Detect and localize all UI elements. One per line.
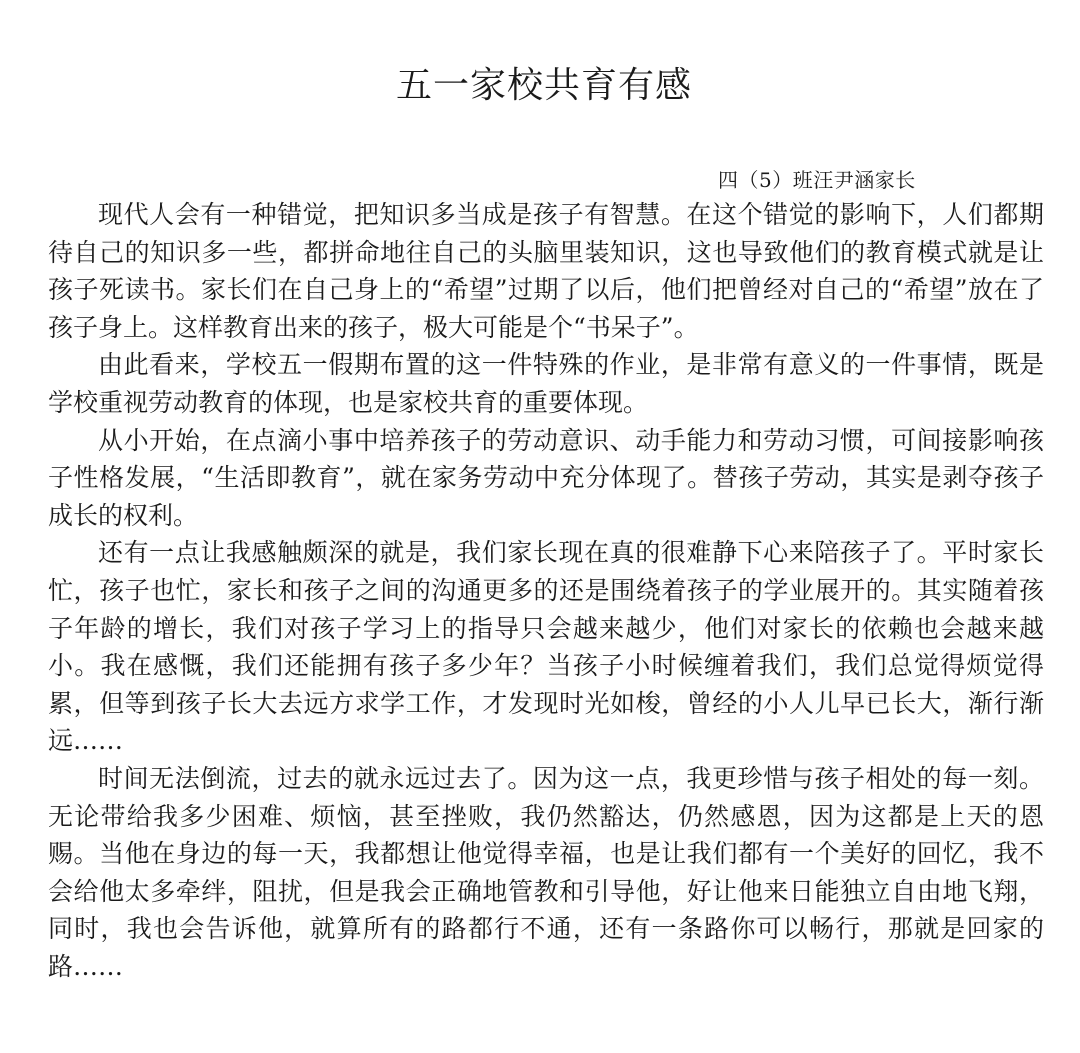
paragraph-2: 由此看来，学校五一假期布置的这一件特殊的作业，是非常有意义的一件事情，既是学校重视劳动教育的体现，也是家校共育的重要体现。 <box>48 350 1044 417</box>
paragraph-1: 现代人会有一种错觉，把知识多当成是孩子有智慧。在这个错觉的影响下，人们都期待自己的知识多一些，都拼命地往自己的头脑里装知识，这也导致他们的教育模式就是让孩子死读书。家长们在自己身上的“希望”过期了以后，他们把曾经对自己的“希望”放在了孩子身上。这样教育出来的孩子，极大可能是个“书呆子”。 <box>48 200 1044 342</box>
paragraph-3: 从小开始，在点滴小事中培养孩子的劳动意识、动手能力和劳动习惯，可间接影响孩子性格发展，“生活即教育”，就在家务劳动中充分体现了。替孩子劳动，其实是剥夺孩子成长的权利。 <box>48 425 1044 530</box>
document-title: 五一家校共育有感 <box>395 65 692 106</box>
document-body <box>48 196 1044 985</box>
paragraph-5: 时间无法倒流，过去的就永远过去了。因为这一点，我更珍惜与孩子相处的每一刻。无论带给我多少困难、烦恼，甚至挫败，我仍然豁达，仍然感恩，因为这都是上天的恩赐。当他在身边的每一天，我都想让他觉得幸福，也是让我们都有一个美好的回忆，我不会给他太多牵绊，阻扰，但是我会正确地管教和引导他，好让他来日能独立自由地飞翔，同时，我也会告诉他，就算所有的路都行不通，还有一条路你可以畅行，那就是回家的路…… <box>48 763 1044 981</box>
paragraph-4: 还有一点让我感触颇深的就是，我们家长现在真的很难静下心来陪孩子了。平时家长忙，孩子也忙，家长和孩子之间的沟通更多的还是围绕着孩子的学业展开的。其实随着孩子年龄的增长，我们对孩子学习上的指导只会越来越少，他们对家长的依赖也会越来越小。我在感慨，我们还能拥有孩子多少年？当孩子小时候缠着我们，我们总觉得烦觉得累，但等到孩子长大去远方求学工作，才发现时光如梭，曾经的小人儿早已长大，渐行渐远…… <box>48 538 1044 756</box>
author-line: 四（5）班汪尹涵家长 <box>718 168 916 192</box>
